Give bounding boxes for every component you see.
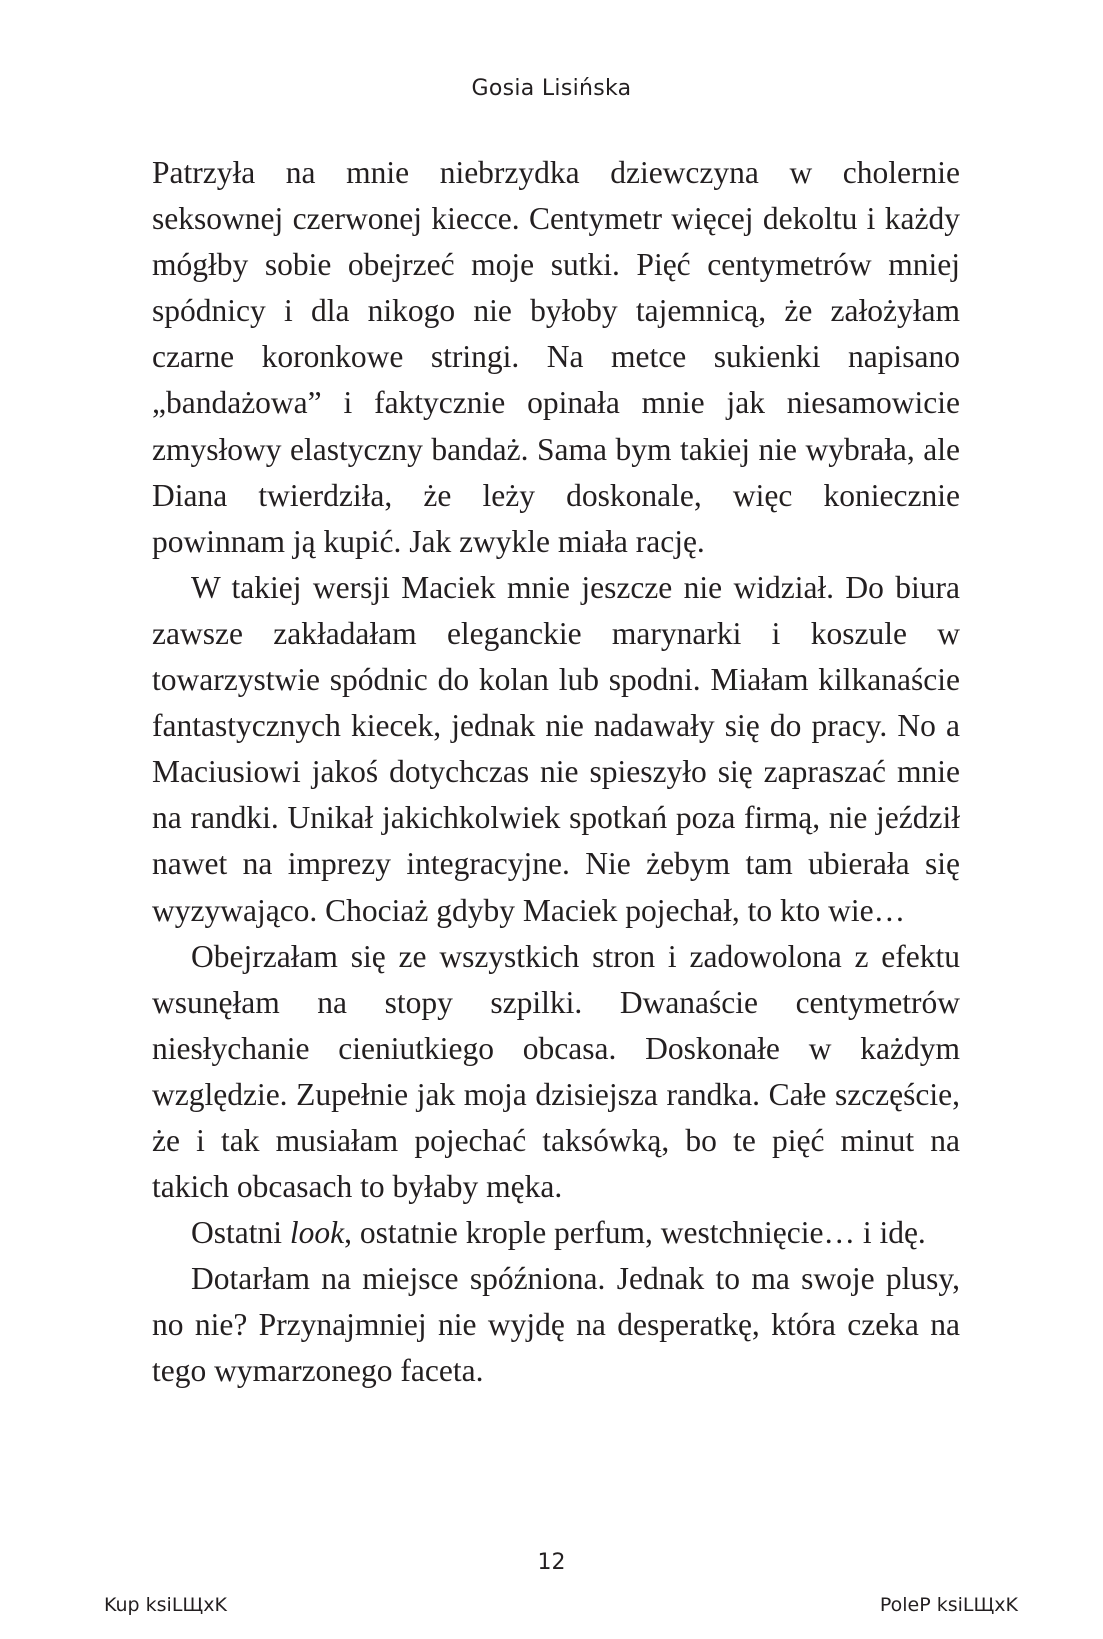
running-header-author: Gosia Lisińska (471, 76, 632, 101)
paragraph-4-end: , ostatnie krople perfum, westchnięcie… i idę. (344, 1215, 926, 1251)
italic-word: look (289, 1215, 345, 1251)
buy-book-link[interactable]: Kup ksiLЩxK (104, 1594, 227, 1616)
recommend-book-link[interactable]: PoleP ksiLЩxK (879, 1594, 1018, 1616)
body-text (152, 150, 960, 1395)
paragraph-5: Dotarłam na miejsce spóźniona. Jednak to ma swoje plusy, no nie? Przynajmniej nie wyjdę na desperatkę, która czeka na tego wymarzonego faceta. (152, 1261, 960, 1389)
paragraph-4-start: Ostatni (191, 1215, 290, 1251)
paragraph-3: Obejrzałam się ze wszystkich stron i zadowolona z efektu wsunęłam na stopy szpilki. Dwanaście centymetrów niesłychanie cieniutkiego obcasa. Doskonałe w każdym względzie. Zupełnie jak moja dzisiejsza randka. Całe szczęście, że i tak musiałam pojechać taksówką, bo te pięć minut na takich obcasach to byłaby męka. (152, 938, 960, 1205)
paragraph-2: W takiej wersji Maciek mnie jeszcze nie widział. Do biura zawsze zakładałam eleganckie marynarki i koszule w towarzystwie spódnic do kolan lub spodni. Miałam kilkanaście fantastycznych kiecek, jednak nie nadawały się do pracy. No a Maciusiowi jakoś dotychczas nie spieszyło się zapraszać mnie na randki. Unikał jakichkolwiek spotkań poza firmą, nie jeździł nawet na imprezy integracyjne. Nie żebym tam ubierała się wyzywająco. Chociaż gdyby Maciek pojechał, to kto wie… (152, 569, 960, 928)
paragraph-1: Patrzyła na mnie niebrzydka dziewczyna w cholernie seksownej czerwonej kiecce. Centymetr więcej dekoltu i każdy mógłby sobie obejrzeć moje sutki. Pięć centymetrów mniej spódnicy i dla nikogo nie byłoby tajemnicą, że założyłam czarne koronkowe stringi. Na metce sukienki napisano „bandażowa” i faktycznie opinała mnie jak niesamowicie zmysłowy elastyczny bandaż. Sama bym takiej nie wybrała, ale Diana twierdziła, że leży doskonale, więc koniecznie powinnam ją kupić. Jak zwykle miała rację. (152, 155, 960, 559)
paragraph-4 (152, 1210, 960, 1256)
page-number: 12 (537, 1550, 566, 1575)
